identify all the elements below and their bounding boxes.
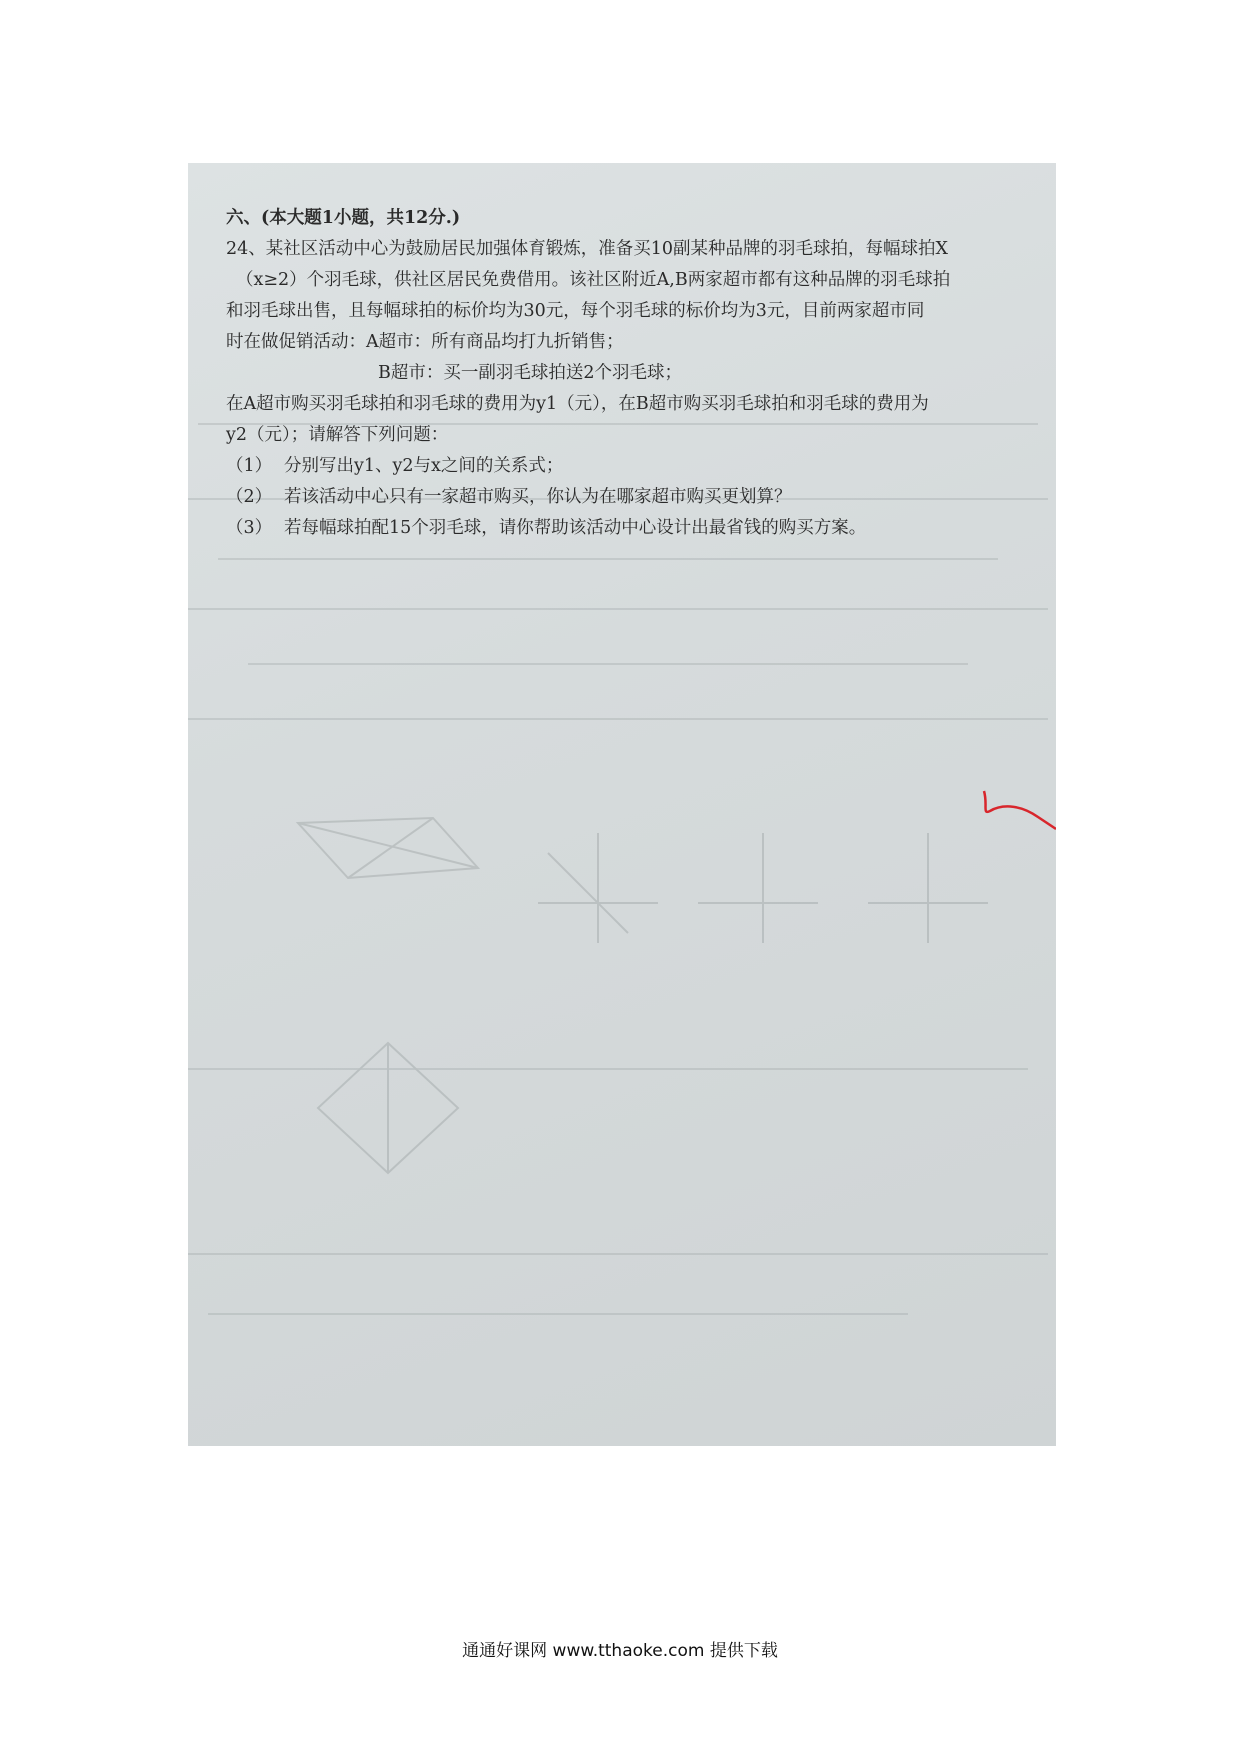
problem-line-2: （x≥2）个羽毛球，供社区居民免费借用。该社区附近A,B两家超市都有这种品牌的羽毛球拍 [236, 270, 951, 290]
problem-line-5: B超市：买一副羽毛球拍送2个羽毛球； [378, 363, 682, 383]
problem-line-3: 和羽毛球出售，且每幅球拍的标价均为30元，每个羽毛球的标价均为3元，目前两家超市同 [226, 301, 925, 321]
problem-line-1: 24、某社区活动中心为鼓励居民加强体育锻炼，准备买10副某种品牌的羽毛球拍，每幅球拍X [226, 239, 948, 259]
question-2 [226, 482, 1026, 513]
problem-line-7: y2（元）；请解答下列问题： [226, 425, 449, 445]
problem-line-6: 在A超市购买羽毛球拍和羽毛球的费用为y1（元），在B超市购买羽毛球拍和羽毛球的费用为 [226, 394, 929, 414]
question-3 [226, 513, 1026, 544]
question-text: 分别写出y1、y2与x之间的关系式； [284, 456, 564, 476]
download-source-footer: 通通好课网 www.tthaoke.com 提供下载 [462, 1641, 778, 1661]
question-number: （2） [226, 487, 273, 507]
scanned-exam-photo [188, 163, 1056, 1446]
question-1 [226, 451, 1026, 482]
question-text: 若每幅球拍配15个羽毛球，请你帮助该活动中心设计出最省钱的购买方案。 [284, 518, 867, 538]
question-number: （3） [226, 518, 273, 538]
problem-text [226, 203, 1026, 544]
question-text: 若该活动中心只有一家超市购买，你认为在哪家超市购买更划算？ [284, 487, 792, 507]
question-number: （1） [226, 456, 273, 476]
section-header: 六、(本大题1小题，共12分.) [226, 208, 461, 228]
problem-line-4: 时在做促销活动：A超市：所有商品均打九折销售； [226, 332, 624, 352]
red-pen-mark [978, 785, 1056, 835]
